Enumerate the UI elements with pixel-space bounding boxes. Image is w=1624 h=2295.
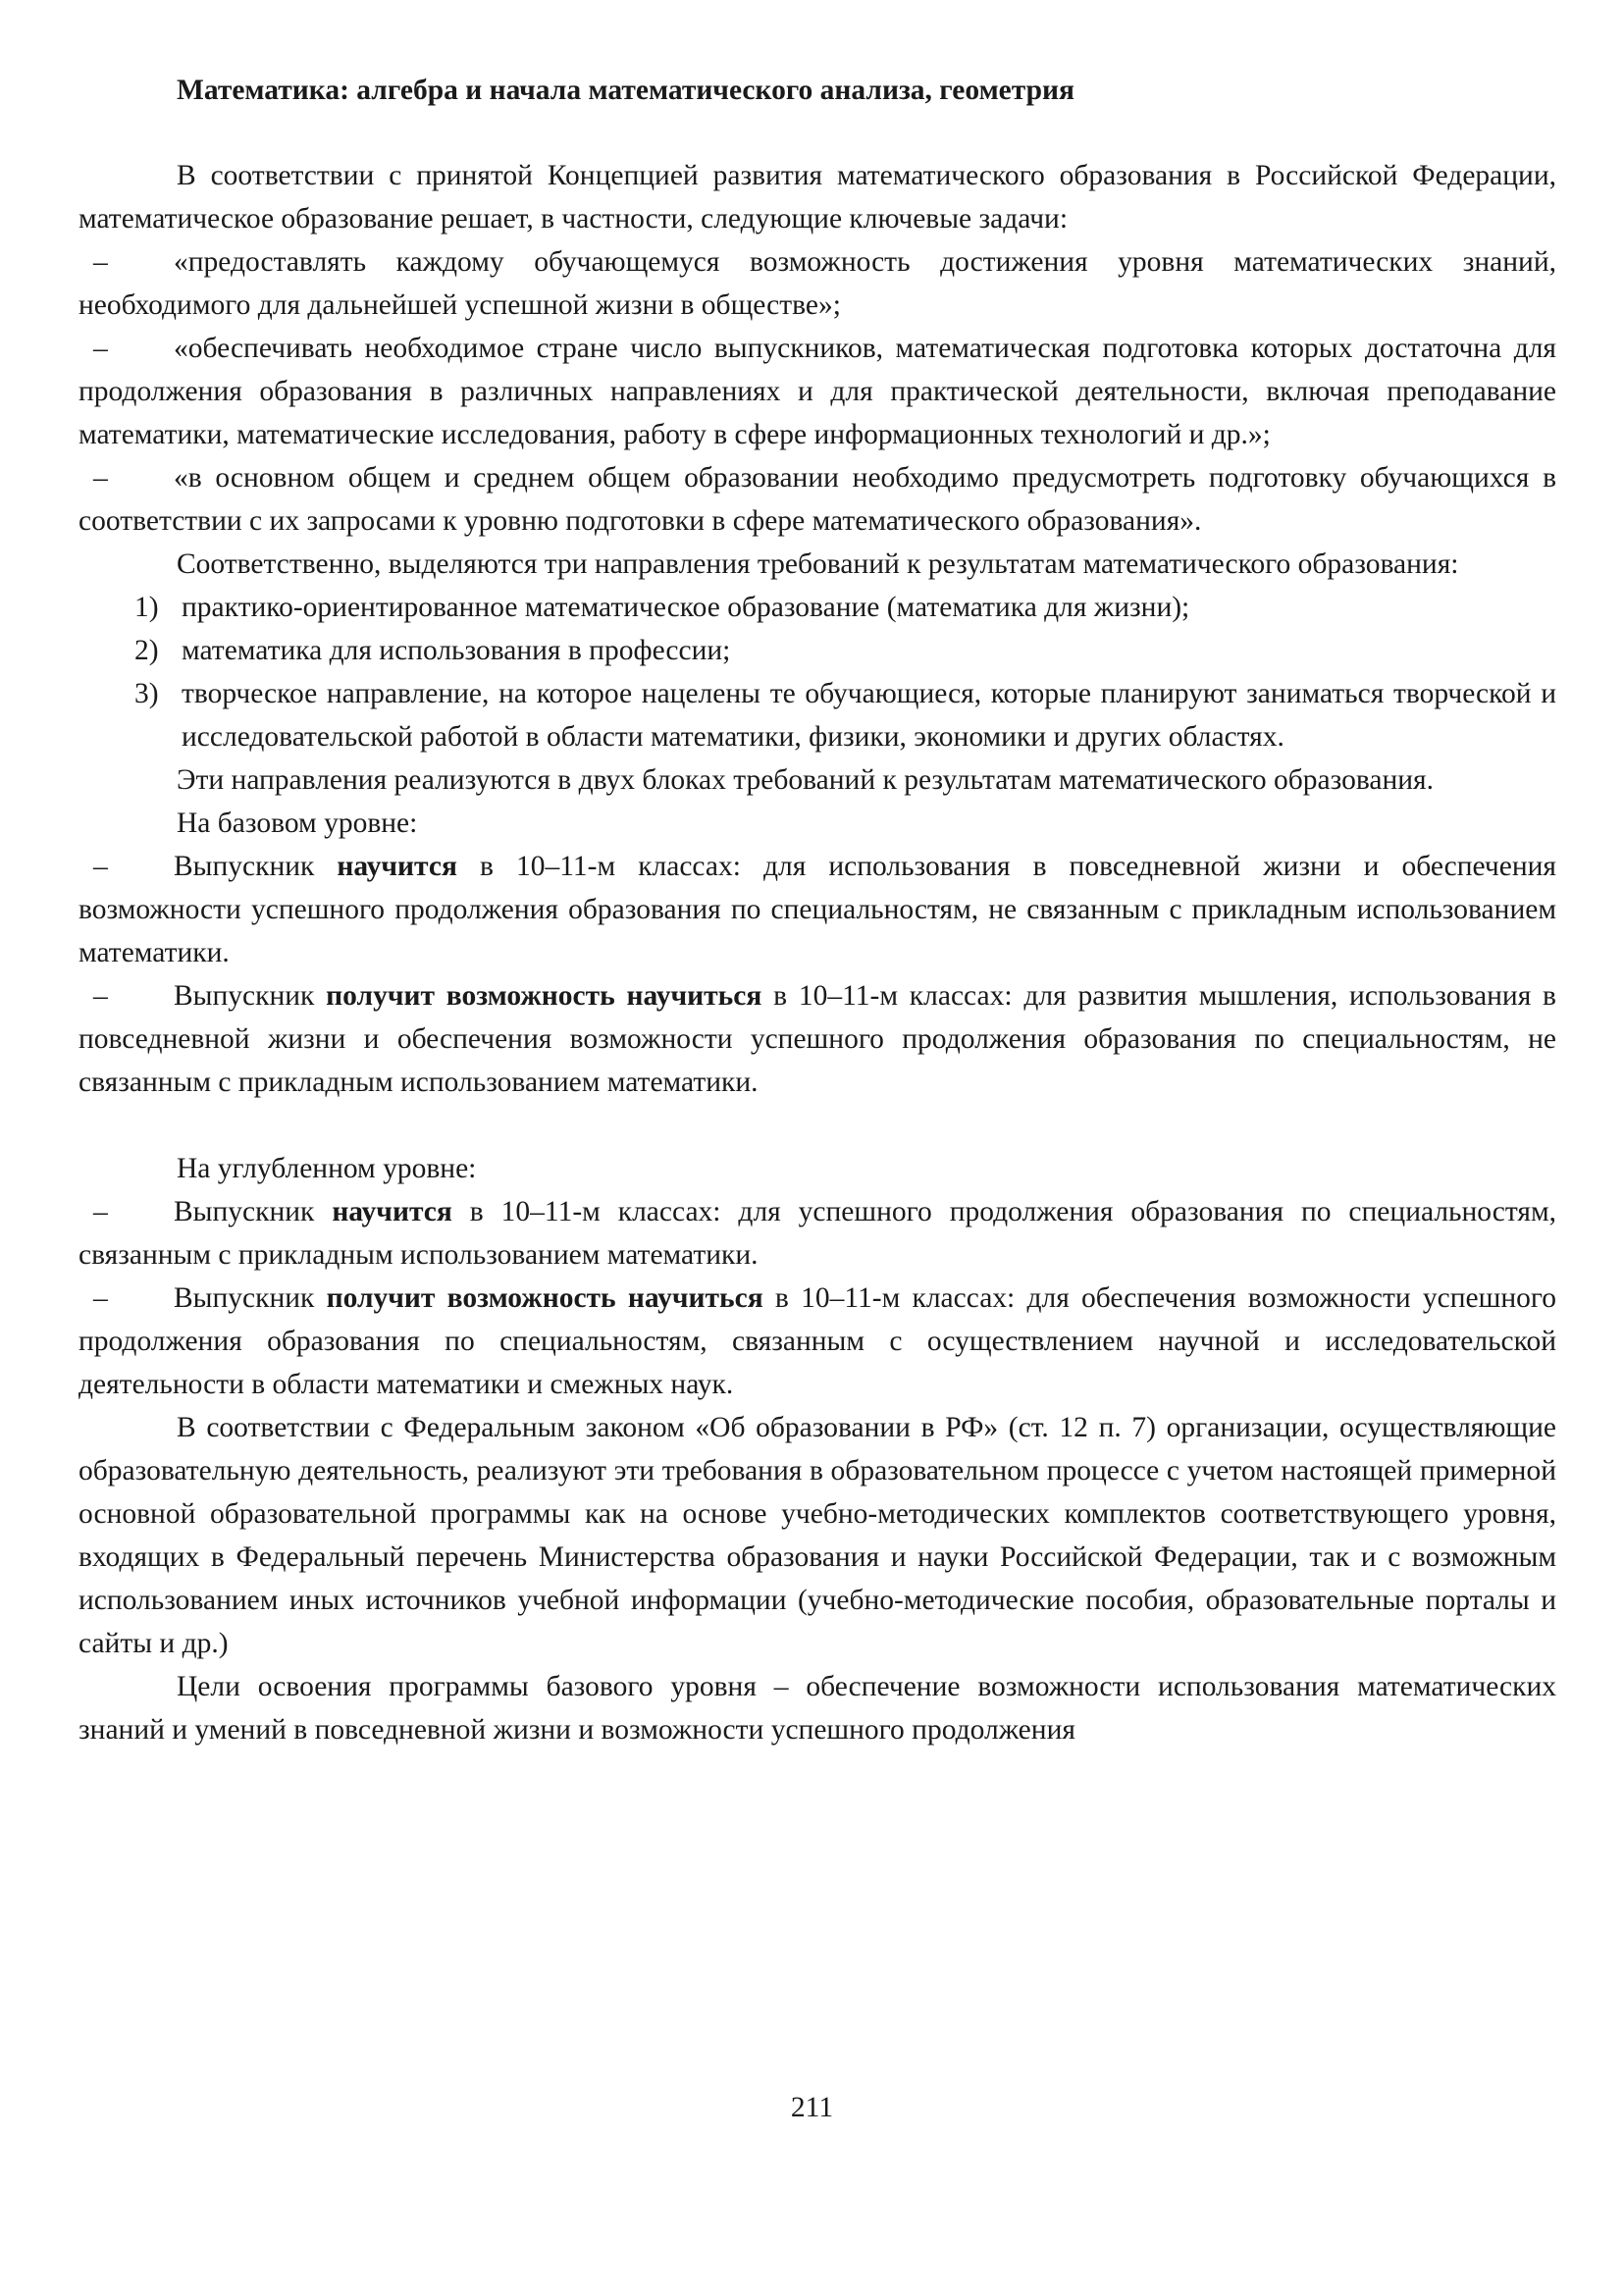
direction-text: творческое направление, на которое нацелены те обучающиеся, которые планируют заниматься творческой и исследовательской работой в области математики, физики, экономики и других областях. — [182, 678, 1556, 753]
direction-text: практико-ориентированное математическое образование (математика для жизни); — [182, 592, 1190, 623]
bold-term: научится — [332, 1196, 452, 1227]
task-text: «предоставлять каждому обучающемуся возможность достижения уровня математических знаний, необходимого для дальнейшей успешной жизни в обществе»; — [79, 246, 1556, 321]
directions-intro: Соответственно, выделяются три направления требований к результатам математического образования: — [177, 548, 1459, 580]
dash-marker: – — [93, 246, 108, 278]
task-text: «в основном общем и среднем общем образовании необходимо предусмотреть подготовку обучающихся в соответствии с их запросами к уровню подготовки в сфере математического образования». — [79, 462, 1556, 537]
page-title: Математика: алгебра и начала математического анализа, геометрия — [177, 75, 1074, 106]
bold-term: получит возможность научиться — [326, 1282, 763, 1314]
basic-item: – Выпускник научится в 10–11-м классах: для использования в повседневной жизни и обеспечения возможности успешного продолжения образования по специальностям, не связанным с прикладным использованием математики. — [79, 845, 1556, 974]
spacer — [79, 1104, 1556, 1147]
direction-item — [79, 629, 1556, 672]
bold-term: получит возможность научиться — [326, 980, 762, 1012]
directions-list — [79, 586, 1556, 758]
task-item — [79, 240, 1556, 327]
list-number: 3) — [134, 678, 159, 709]
law-paragraph: В соответствии с Федеральным законом «Об образовании в РФ» (ст. 12 п. 7) организации, осуществляющие образовательную деятельность, реализуют эти требования в образовательном процессе с учетом настоящей примерной основной образовательной программы как на основе учебно-методических комплектов соответствующего уровня, входящих в Федеральный перечень Министерства образования и науки Российской Федерации, так и с возможным использованием иных источников учебной информации (учебно-методические пособия, образовательные порталы и сайты и др.) — [79, 1412, 1556, 1659]
list-number: 1) — [134, 592, 159, 623]
blocks-paragraph: Эти направления реализуются в двух блоках требований к результатам математического образования. — [177, 764, 1434, 796]
advanced-item: – Выпускник научится в 10–11-м классах: для успешного продолжения образования по специальностям, связанным с прикладным использованием математики. — [79, 1190, 1556, 1277]
dash-marker: – — [93, 1282, 108, 1314]
goals-paragraph: Цели освоения программы базового уровня – обеспечение возможности использования математических знаний и умений в повседневной жизни и возможности успешного продолжения — [79, 1671, 1556, 1746]
task-text: «обеспечивать необходимое стране число выпускников, математическая подготовка которых достаточна для продолжения образования в различных направлениях и для практической деятельности, включая преподавание математики, математические исследования, работу в сфере информационных технологий и др.»; — [79, 333, 1556, 450]
dash-marker: – — [93, 333, 108, 364]
list-number: 2) — [134, 635, 159, 666]
page-number: 211 — [790, 2092, 834, 2123]
direction-text: математика для использования в профессии; — [182, 635, 731, 666]
advanced-level-heading: На углубленном уровне: — [177, 1153, 477, 1184]
basic-item: – Выпускник получит возможность научиться в 10–11-м классах: для развития мышления, использования в повседневной жизни и обеспечения возможности успешного продолжения образования по специальностям, не связанным с прикладным использованием математики. — [79, 974, 1556, 1104]
dash-marker: – — [93, 851, 108, 882]
advanced-item: – Выпускник получит возможность научиться в 10–11-м классах: для обеспечения возможности успешного продолжения образования по специальностям, связанным с осуществлением научной и исследовательской деятельности в области математики и смежных наук. — [79, 1277, 1556, 1406]
direction-item — [79, 672, 1556, 758]
task-item — [79, 456, 1556, 543]
dash-marker: – — [93, 1196, 108, 1227]
document-page — [79, 69, 1556, 1751]
direction-item — [79, 586, 1556, 629]
task-item — [79, 327, 1556, 456]
basic-level-heading: На базовом уровне: — [177, 808, 418, 839]
intro-paragraph: В соответствии с принятой Концепцией развития математического образования в Российской Федерации, математическое образование решает, в частности, следующие ключевые задачи: — [79, 160, 1556, 235]
bold-term: научится — [337, 851, 457, 882]
dash-marker: – — [93, 980, 108, 1012]
dash-marker: – — [93, 462, 108, 494]
